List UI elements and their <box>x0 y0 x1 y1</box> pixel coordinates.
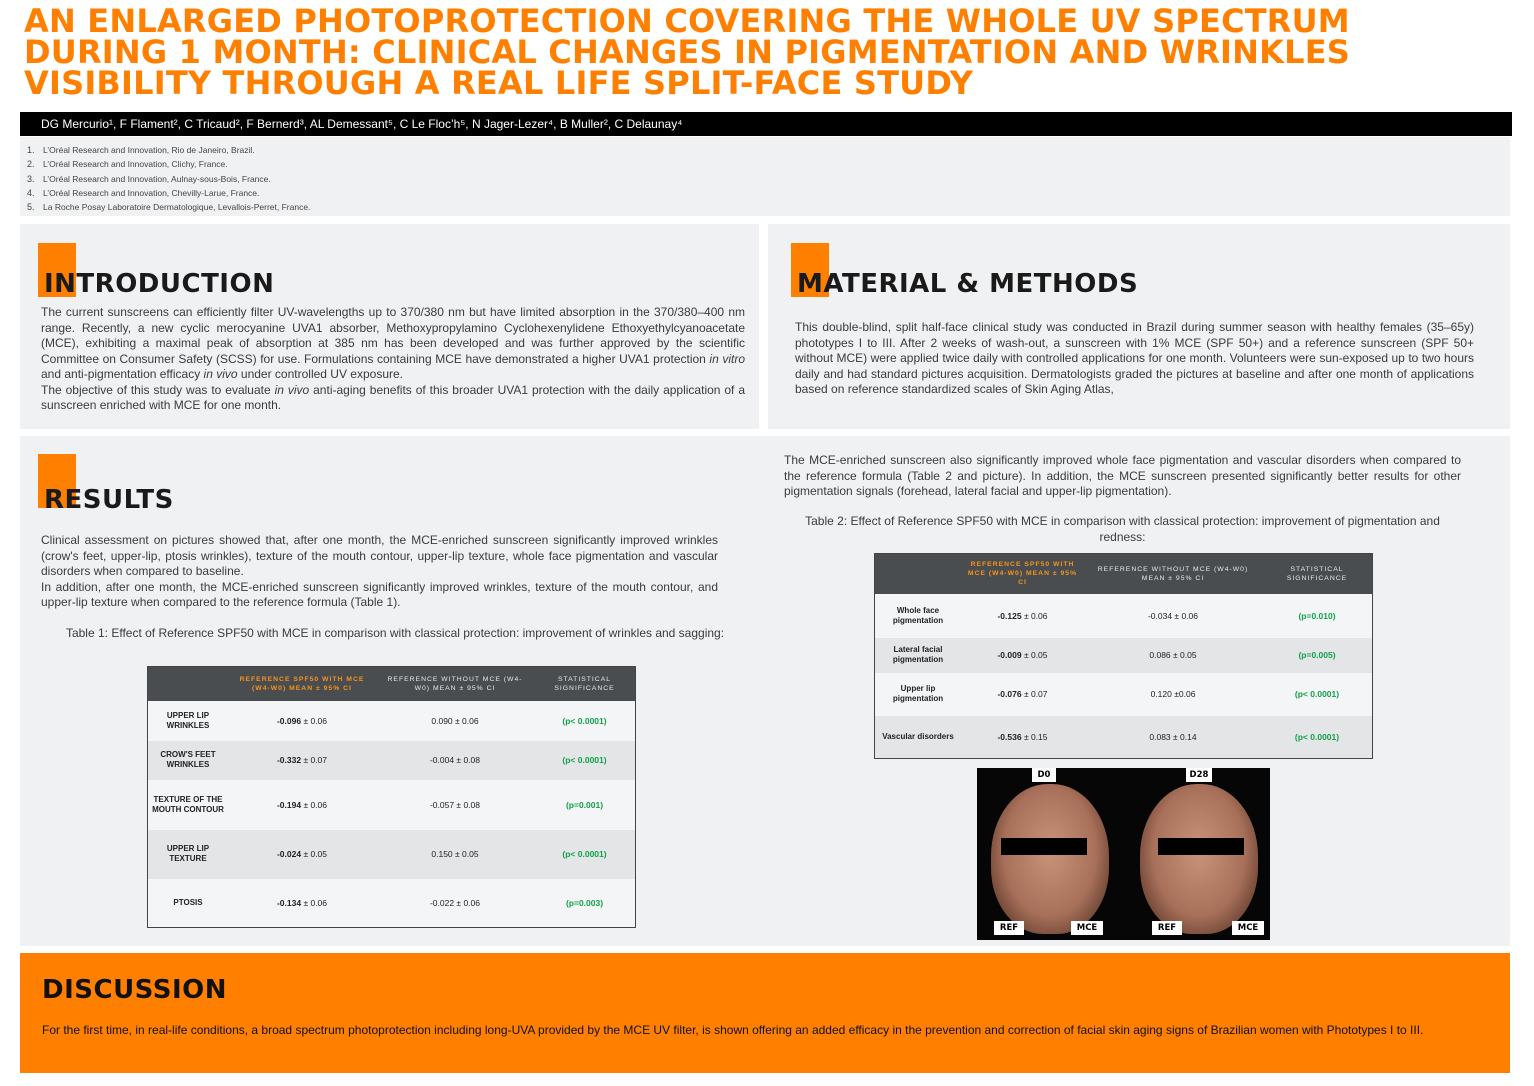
mean-value: -0.024 <box>276 849 302 859</box>
table-row <box>148 741 636 780</box>
with-mce-value <box>961 638 1084 673</box>
affiliation-text: L’Oréal Research and Innovation, Chevilly-Larue, France. <box>43 187 260 198</box>
without-mce-value: 0.150 ± 0.05 <box>376 830 534 879</box>
table-row <box>875 673 1373 716</box>
results-right-text: The MCE-enriched sunscreen also significantly improved whole face pigmentation and vascular disorders when compared to the reference formula (Table 2 and picture). In addition, the MCE sunscreen presented significantly better results for other pigmentation signals (forehead, lateral facial and upper-lip pigmentation). <box>784 453 1461 498</box>
split-face-photo <box>977 768 1270 940</box>
ci-value: ± 0.06 <box>301 799 328 810</box>
without-mce-value: -0.057 ± 0.08 <box>376 780 534 830</box>
affiliation-item <box>27 157 1510 171</box>
mean-value: -0.076 <box>997 689 1022 699</box>
intro-text-italic: in vitro <box>709 351 745 366</box>
results-heading: RESULTS <box>44 485 174 515</box>
without-mce-value: -0.034 ± 0.06 <box>1084 594 1262 638</box>
table2 <box>874 553 1373 759</box>
mean-value: -0.536 <box>997 731 1022 742</box>
table-row <box>875 638 1373 673</box>
caption-text: : Effect of Reference SPF50 with MCE in comparison with classical protection: improvement of wrinkles and sagging: <box>104 626 725 640</box>
table-header: REFERENCE SPF50 WITH MCE (W4-W0) MEAN ± 95% CI <box>961 554 1084 594</box>
without-mce-value: -0.004 ± 0.08 <box>376 741 534 780</box>
mean-value: -0.096 <box>276 715 302 726</box>
row-label: Upper lip pigmentation <box>875 673 962 716</box>
affiliation-item <box>27 143 1510 157</box>
affiliation-text: La Roche Posay Laboratoire Dermatologique, Levallois-Perret, France. <box>43 202 311 213</box>
with-mce-value <box>228 879 376 928</box>
with-mce-value <box>228 701 376 741</box>
intro-text-italic: in vivo <box>274 382 310 397</box>
ci-value: ± 0.05 <box>1021 650 1048 660</box>
without-mce-value: -0.022 ± 0.06 <box>376 879 534 928</box>
affiliation-item <box>27 186 1510 200</box>
significance-value: (p=0.001) <box>534 780 636 830</box>
with-mce-value <box>961 716 1084 759</box>
significance-value: (p=0.003) <box>534 879 636 928</box>
table-header: REFERENCE WITHOUT MCE (W4-W0) MEAN ± 95% CI <box>376 667 534 701</box>
methods-text: This double-blind, split half-face clinical study was conducted in Brazil during summer season with healthy females (35–65y) phototypes I to III. After 2 weeks of wash-out, a sunscreen with 1% MCE (SPF 50+) and a reference sunscreen (SPF 50+ without MCE) were applied twice daily with controlled applications for one month. Volunteers were sun-exposed up to two hours daily and had standard pictures acquisition. Dermatologists graded the pictures at baseline and after one month of applications based on reference standardized scales of Skin Aging Atlas, <box>795 320 1474 396</box>
mean-value: -0.194 <box>276 799 302 810</box>
mean-value: -0.125 <box>997 610 1022 621</box>
table1 <box>147 666 636 928</box>
without-mce-value: 0.090 ± 0.06 <box>376 701 534 741</box>
with-mce-value <box>228 830 376 879</box>
results-text <box>41 533 718 611</box>
affiliation-number: 4. <box>27 187 35 198</box>
photo-label-mce: MCE <box>1071 921 1103 935</box>
caption-text: : Effect of Reference SPF50 with MCE in comparison with classical protection: improvement of pigmentation and redness: <box>843 514 1440 544</box>
photo-label-mce: MCE <box>1232 921 1264 935</box>
table-header: REFERENCE WITHOUT MCE (W4-W0) MEAN ± 95% CI <box>1084 554 1262 594</box>
eye-mask-bar <box>1158 838 1244 855</box>
table-row <box>148 701 636 741</box>
ci-value: ± 0.07 <box>1021 689 1048 699</box>
table-row <box>148 830 636 879</box>
methods-heading: MATERIAL & METHODS <box>797 269 1139 299</box>
significance-value: (p=0.010) <box>1262 594 1373 638</box>
table-header: STATISTICAL SIGNIFICANCE <box>1262 554 1373 594</box>
intro-text-italic: in vivo <box>203 367 238 381</box>
row-label: Vascular disorders <box>875 716 962 759</box>
affiliation-item <box>27 200 1510 214</box>
affiliation-text: L’Oréal Research and Innovation, Clichy, France. <box>43 159 228 170</box>
results-paragraph: In addition, after one month, the MCE-enriched sunscreen significantly improved wrinkles, texture of the mouth contour, and upper-lip texture when compared to the reference formula (Table 1). <box>41 579 718 609</box>
significance-value: (p< 0.0001) <box>1262 716 1373 759</box>
introduction-text <box>41 305 745 414</box>
ci-value: ± 0.06 <box>1021 610 1048 621</box>
significance-value: (p< 0.0001) <box>534 701 636 741</box>
photo-label-ref: REF <box>1152 921 1182 935</box>
row-label: Whole face pigmentation <box>875 594 962 638</box>
table-header: REFERENCE SPF50 WITH MCE (W4-W0) MEAN ± 95% CI <box>228 667 376 701</box>
intro-text-part: under controlled UV exposure. <box>237 367 403 381</box>
with-mce-value <box>228 741 376 780</box>
affiliation-number: 2. <box>27 159 35 170</box>
mean-value: -0.332 <box>276 755 302 765</box>
intro-text-part: anti-aging benefits of this broader UVA1 protection with the daily application of a sunscreen enriched with MCE for one month. <box>41 382 746 412</box>
affiliations <box>20 137 1510 216</box>
table2-caption <box>784 514 1461 545</box>
mean-value: -0.009 <box>997 650 1022 660</box>
table-header-row <box>875 554 1373 594</box>
table1-caption <box>50 626 740 642</box>
discussion-panel <box>20 953 1510 1073</box>
table-header: STATISTICAL SIGNIFICANCE <box>534 667 636 701</box>
row-label: TEXTURE OF THE MOUTH CONTOUR <box>148 780 229 830</box>
table-header <box>875 554 962 594</box>
results-panel <box>20 436 1510 946</box>
photo-label-ref: REF <box>994 921 1024 935</box>
poster-title: AN ENLARGED PHOTOPROTECTION COVERING THE WHOLE UV SPECTRUM DURING 1 MONTH: CLINICAL CHANGES IN PIGMENTATION AND WRINKLES VISIBILITY THROUGH A REAL LIFE SPLIT-FACE STUDY <box>24 2 1351 102</box>
authors-bar: DG Mercurio¹, F Flament², C Tricaud², F Bernerd³, AL Demessant⁵, C Le Floc’h⁵, N Jager-Lezer⁴, B Muller², C Delaunay⁴ <box>20 112 1512 136</box>
affiliation-item <box>27 172 1510 186</box>
photo-label-d0: D0 <box>1032 768 1056 782</box>
discussion-text: For the first time, in real-life conditions, a broad spectrum photoprotection including long-UVA provided by the MCE UV filter, is shown offering an added efficacy in the prevention and correction of facial skin aging signs of Brazilian women with Phototypes I to III. <box>42 1023 1424 1037</box>
table-header <box>148 667 229 701</box>
significance-value: (p< 0.0001) <box>534 830 636 879</box>
row-label: UPPER LIP WRINKLES <box>148 701 229 741</box>
table-row <box>875 594 1373 638</box>
ci-value: ± 0.06 <box>301 897 328 908</box>
affiliation-number: 5. <box>27 202 35 213</box>
caption-label: Table 2 <box>805 514 844 528</box>
row-label: PTOSIS <box>148 879 229 928</box>
with-mce-value <box>961 594 1084 638</box>
without-mce-value: 0.120 ±0.06 <box>1084 673 1262 716</box>
introduction-panel <box>20 224 759 429</box>
ci-value: ± 0.05 <box>301 849 328 859</box>
face-image-d0 <box>991 784 1109 934</box>
ci-value: ± 0.06 <box>301 715 328 726</box>
significance-value: (p< 0.0001) <box>534 741 636 780</box>
significance-value: (p< 0.0001) <box>1262 673 1373 716</box>
table-row <box>875 716 1373 759</box>
introduction-heading: INTRODUCTION <box>44 269 275 299</box>
caption-label: Table 1 <box>65 626 105 640</box>
intro-text-part: The current sunscreens can efficiently filter UV-wavelengths up to 370/380 nm but have limited absorption in the 370/380–400 nm range. Recently, a new cyclic merocyanine UVA1 absorber, Methoxypropylamino Cyclohexenylidene Ethoxyethylcyanoacetate (MCE), exhibiting a maximal peak of absorption at 385 nm has been developed and was further approved by the scientific Committee on Consumer Safety (SCSS) for use. Formulations containing MCE have demonstrated a higher UVA1 protection <box>41 305 745 366</box>
methods-panel <box>768 224 1510 429</box>
ci-value: ± 0.07 <box>301 755 328 765</box>
ci-value: ± 0.15 <box>1021 731 1048 742</box>
mean-value: -0.134 <box>276 897 302 908</box>
eye-mask-bar <box>1001 838 1087 855</box>
without-mce-value: 0.086 ± 0.05 <box>1084 638 1262 673</box>
affiliation-text: L’Oréal Research and Innovation, Rio de Janeiro, Brazil. <box>43 145 255 155</box>
row-label: UPPER LIP TEXTURE <box>148 830 229 879</box>
with-mce-value <box>961 673 1084 716</box>
row-label: CROW'S FEET WRINKLES <box>148 741 229 780</box>
photo-label-d28: D28 <box>1186 768 1212 782</box>
affiliation-text: L’Oréal Research and Innovation, Aulnay-sous-Bois, France. <box>43 173 271 184</box>
table-row <box>148 879 636 928</box>
affiliation-number: 1. <box>27 145 35 155</box>
table-row <box>148 780 636 830</box>
without-mce-value: 0.083 ± 0.14 <box>1084 716 1262 759</box>
affiliation-number: 3. <box>27 173 35 184</box>
table-header-row <box>148 667 636 701</box>
face-image-d28 <box>1140 784 1258 934</box>
results-paragraph: Clinical assessment on pictures showed that, after one month, the MCE-enriched sunscreen significantly improved wrinkles (crow's feet, upper-lip, ptosis wrinkles), texture of the mouth contour, upper-lip texture, whole face pigmentation and vascular disorders when compared to baseline. <box>41 533 718 578</box>
intro-text-part: The objective of this study was to evaluate <box>41 382 275 397</box>
discussion-heading: DISCUSSION <box>42 975 227 1005</box>
with-mce-value <box>228 780 376 830</box>
intro-text-part: and anti-pigmentation efficacy <box>41 367 204 381</box>
row-label: Lateral facial pigmentation <box>875 638 962 673</box>
significance-value: (p=0.005) <box>1262 638 1373 673</box>
